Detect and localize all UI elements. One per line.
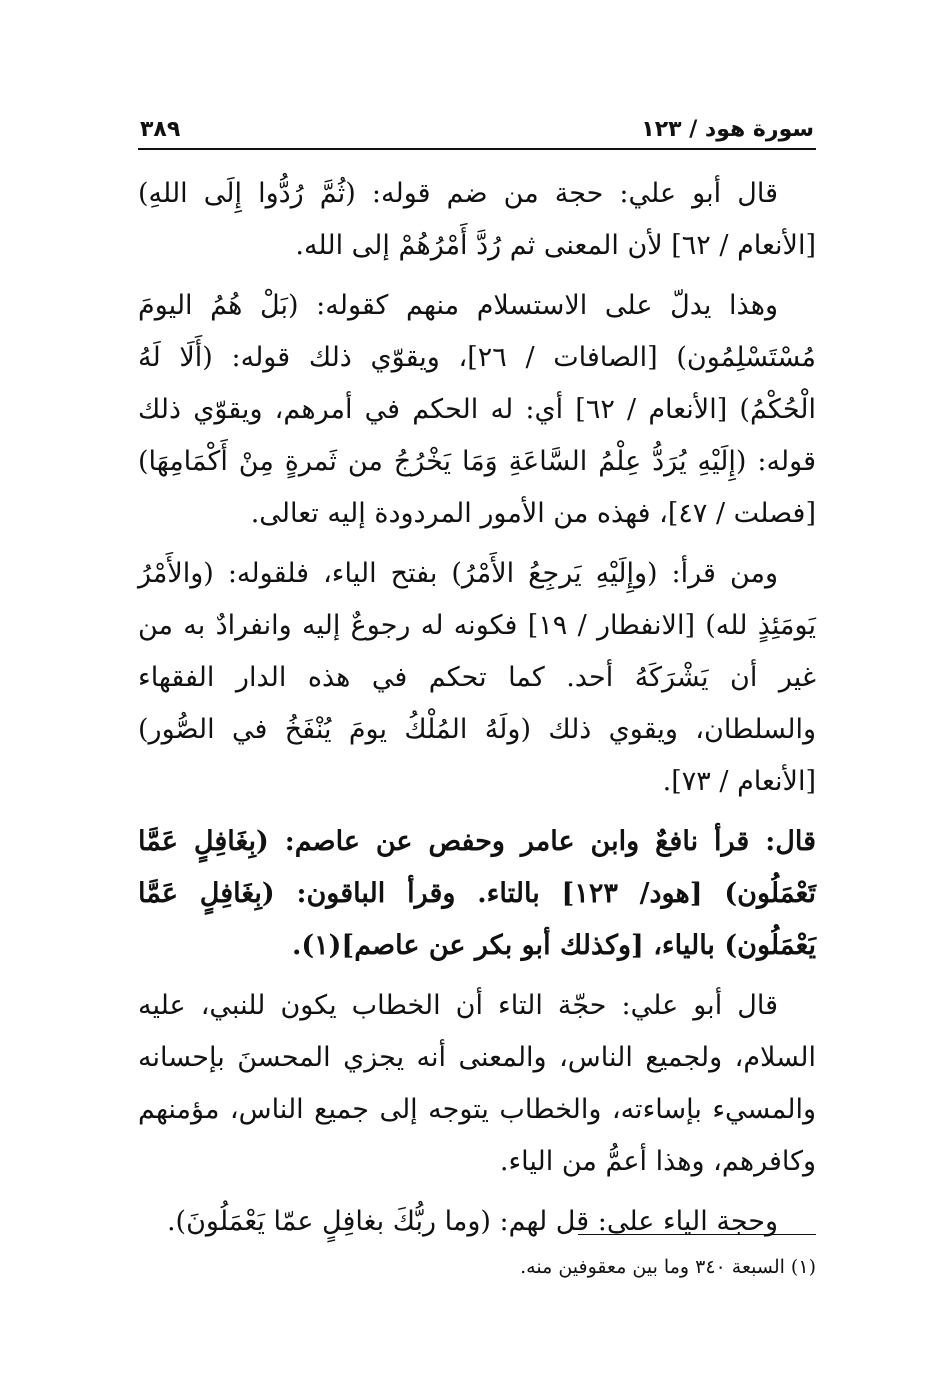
page-number: ٣٨٩ (140, 117, 181, 142)
paragraph-4-reading: قال: قرأ نافعٌ وابن عامر وحفص عن عاصم: (بِغَافِلٍ عَمَّا تَعْمَلُون) [هود/ ١٢٣] بالتاء. وقرأ الباقون: (بِغَافِلٍ عَمَّا يَعْمَلُون) بالياء، [وكذلك أبو بكر عن عاصم](١). (138, 826, 816, 961)
page-header (138, 108, 816, 150)
book-page (138, 108, 816, 1256)
paragraph-5: قال أبو علي: حجّة التاء أن الخطاب يكون للنبي، عليه السلام، ولجميع الناس، والمعنى أنه يجزي المحسنَ بإحسانه والمسيء بإساءته، والخطاب يتوجه إلى جميع الناس، مؤمنهم وكافرهم، وهذا أعمُّ من الياء. (138, 990, 816, 1177)
page-body (138, 168, 816, 1248)
footnote: (١) السبعة ٣٤٠ وما بين معقوفين منه. (520, 1256, 816, 1278)
running-title: سورة هود / ١٢٣ (641, 117, 814, 142)
footnote-divider (578, 1234, 816, 1235)
paragraph-6: وحجة الياء على: قل لهم: (وما ربُّكَ بغافِلٍ عمّا يَعْمَلُونَ). (166, 1206, 778, 1237)
paragraph-1: قال أبو علي: حجة من ضم قوله: (ثُمَّ رُدُّوا إِلَى اللهِ) [الأنعام / ٦٢] لأن المعنى ثم رُدَّ أَمْرُهُمْ إلى الله. (138, 178, 816, 261)
paragraph-2: وهذا يدلّ على الاستسلام منهم كقوله: (بَلْ هُمُ اليومَ مُسْتَسْلِمُون) [الصافات / ٢٦]، ويقوّي ذلك قوله: (أَلَا لَهُ الْحُكْمُ) [الأنعام / ٦٢] أي: له الحكم في أمرهم، ويقوّي ذلك قوله: (إِلَيْهِ يُرَدُّ عِلْمُ السَّاعَةِ وَمَا يَخْرُجُ من ثَمرةٍ مِنْ أَكْمَامِهَا) [فصلت / ٤٧]، فهذه من الأمور المردودة إليه تعالى. (138, 290, 816, 529)
paragraph-3: ومن قرأ: (وإِلَيْهِ يَرجِعُ الأَمْرُ) بفتح الياء، فلقوله: (والأَمْرُ يَومَئِذٍ لله) [الانفطار / ١٩] فكونه له رجوعٌ إليه وانفرادٌ به من غير أن يَشْرَكَهُ أحد. كما تحكم في هذه الدار الفقهاء والسلطان، ويقوي ذلك (ولَهُ المُلْكُ يومَ يُنْفَخُ في الصُّور) [الأنعام / ٧٣]. (138, 558, 816, 797)
